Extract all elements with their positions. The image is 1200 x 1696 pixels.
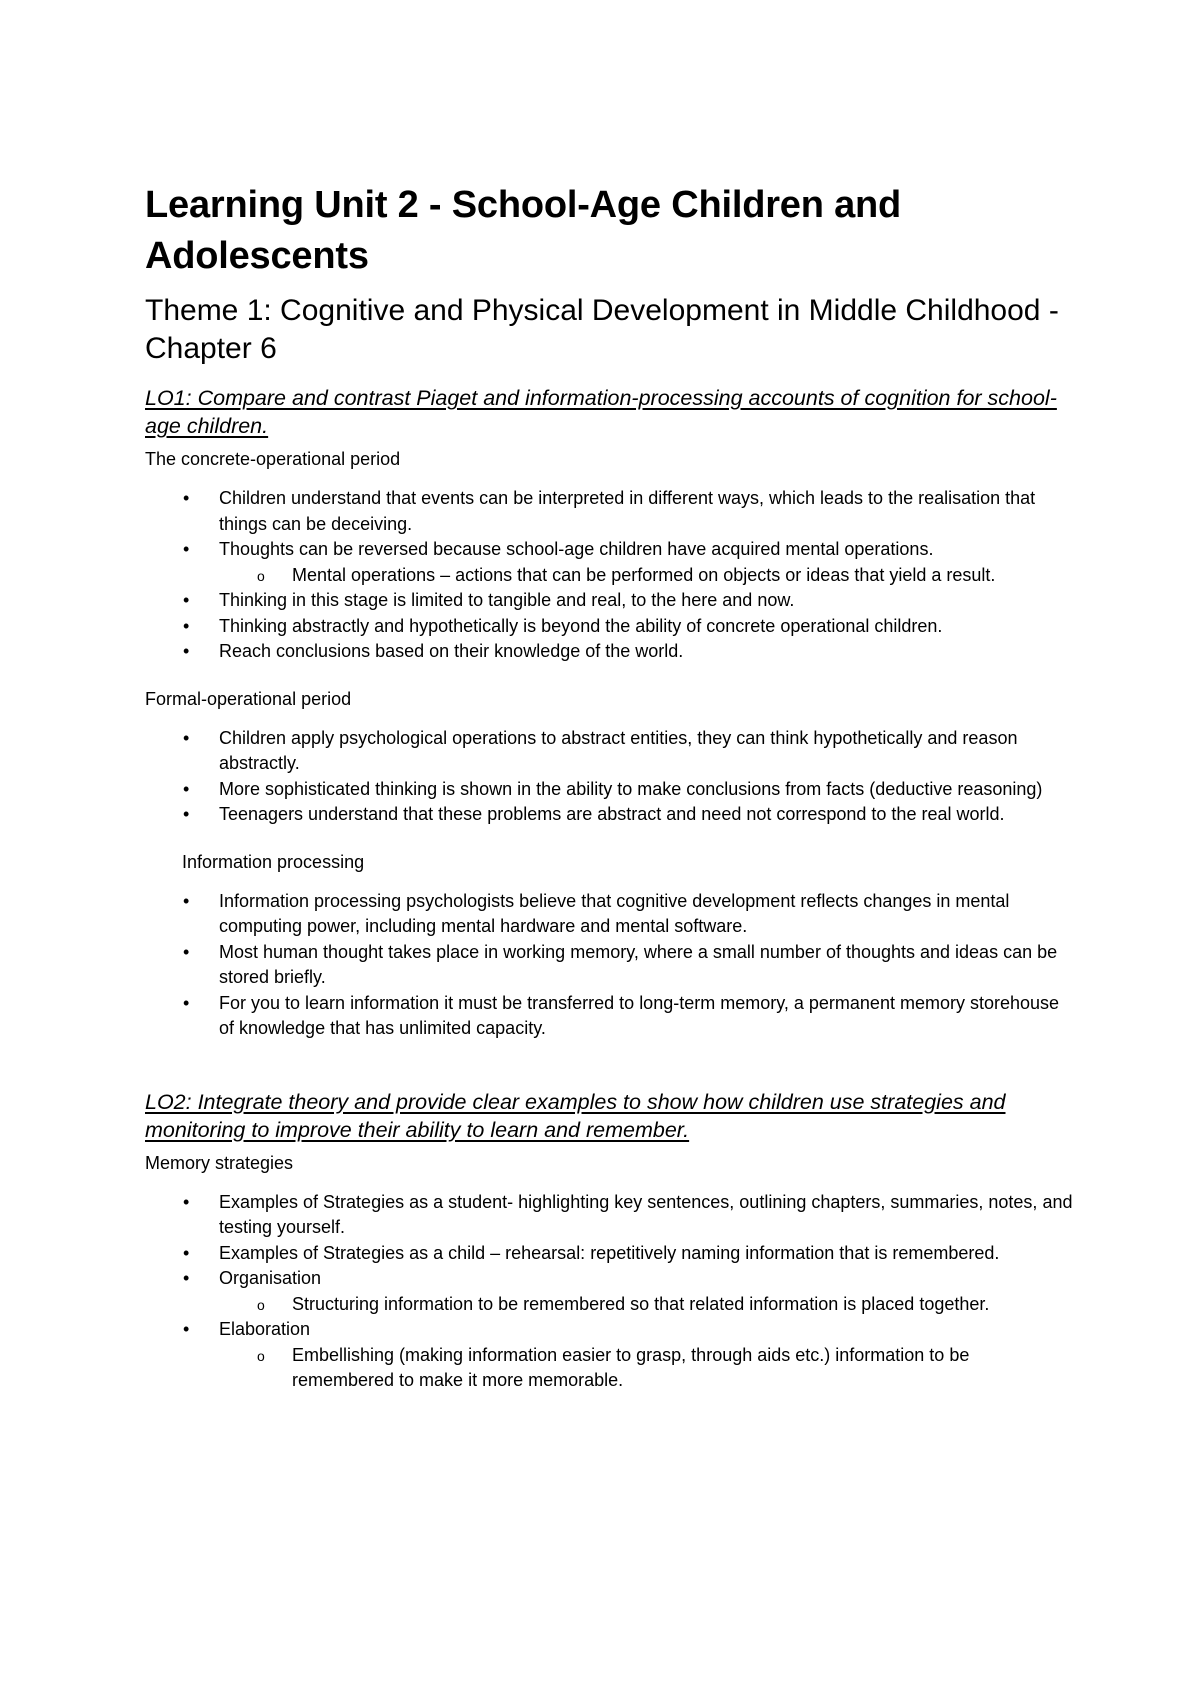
list-item: • Thinking abstractly and hypothetically is beyond the ability of concrete operational children.: [145, 614, 1075, 640]
theme-heading: Theme 1: Cognitive and Physical Development in Middle Childhood - Chapter 6: [145, 294, 1059, 365]
sub-list-item: o Mental operations – actions that can be performed on objects or ideas that yield a result.: [219, 563, 1075, 589]
list-item: • Teenagers understand that these problems are abstract and need not correspond to the real world.: [145, 802, 1075, 828]
list-item: • Children understand that events can be interpreted in different ways, which leads to the realisation that things can be deceiving.: [145, 486, 1075, 537]
list-item: • Thinking in this stage is limited to tangible and real, to the here and now.: [145, 588, 1075, 614]
list-item: • Examples of Strategies as a child – rehearsal: repetitively naming information that is remembered.: [145, 1241, 1075, 1267]
list-item: • More sophisticated thinking is shown in the ability to make conclusions from facts (deductive reasoning): [145, 777, 1075, 803]
list-item: • Examples of Strategies as a student- highlighting key sentences, outlining chapters, summaries, notes, and testing yourself.: [145, 1190, 1075, 1241]
sub-list: [219, 1343, 1075, 1394]
page-content: [145, 180, 1075, 1394]
concrete-operational-heading: The concrete-operational period: [145, 449, 401, 469]
sub-list-item: o Embellishing (making information easier to grasp, through aids etc.) information to be remembered to make it more memorable.: [219, 1343, 1075, 1394]
information-processing-heading: Information processing: [182, 851, 365, 872]
sub-list: [219, 1292, 1075, 1318]
list-item: • Information processing psychologists believe that cognitive development reflects changes in mental computing power, including mental hardware and mental software.: [145, 889, 1075, 940]
list-item: • Elaboration o Embellishing (making information easier to grasp, through aids etc.) information to be remembered to make it more memorable.: [145, 1317, 1075, 1394]
sub-list-item: o Structuring information to be remembered so that related information is placed together.: [219, 1292, 1075, 1318]
list-item: • Children apply psychological operations to abstract entities, they can think hypothetically and reason abstractly.: [145, 726, 1075, 777]
sub-list: [219, 563, 1075, 589]
memory-strategies-list: [145, 1190, 1075, 1394]
concrete-operational-list: [145, 486, 1075, 665]
list-item: • For you to learn information it must be transferred to long-term memory, a permanent memory storehouse of knowledge that has unlimited capacity.: [145, 991, 1075, 1042]
list-item: • Most human thought takes place in working memory, where a small number of thoughts and ideas can be stored briefly.: [145, 940, 1075, 991]
formal-operational-heading: Formal-operational period: [145, 688, 352, 709]
document-title: Learning Unit 2 - School-Age Children and Adolescents: [145, 184, 902, 277]
formal-operational-list: [145, 726, 1075, 828]
memory-strategies-heading: Memory strategies: [145, 1152, 294, 1173]
information-processing-list: [145, 889, 1075, 1042]
list-item: • Reach conclusions based on their knowledge of the world.: [145, 639, 1075, 665]
list-item: • Thoughts can be reversed because school-age children have acquired mental operations. o Mental operations – actions that can be performed on objects or ideas that yield a result.: [145, 537, 1075, 588]
list-item: • Organisation o Structuring information to be remembered so that related information is placed together.: [145, 1266, 1075, 1317]
lo2-heading: LO2: Integrate theory and provide clear examples to show how children use strategies and monitoring to improve their ability to learn and remember.: [145, 1089, 1006, 1142]
lo1-heading: LO1: Compare and contrast Piaget and information-processing accounts of cognition for school-age children.: [145, 386, 1057, 438]
